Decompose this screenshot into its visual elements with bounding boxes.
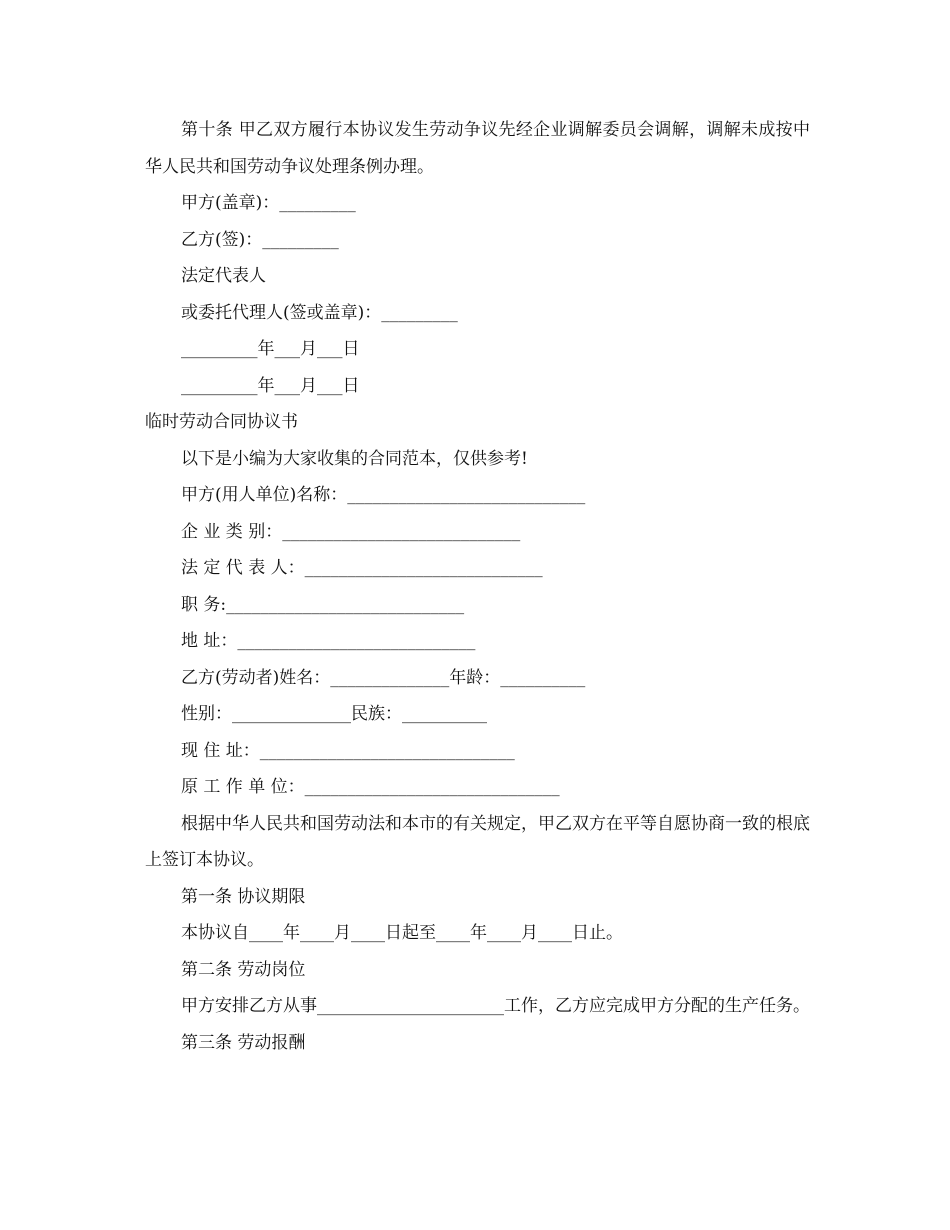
employer-name-field: 甲方(用人单位)名称：____________________________ bbox=[181, 485, 586, 505]
gender-ethnicity-field: 性别：______________民族：__________ bbox=[181, 704, 487, 724]
current-address-field: 现 住 址：______________________________ bbox=[181, 740, 515, 761]
party-a-seal-line: 甲方(盖章)：_________ bbox=[181, 193, 356, 213]
document-body bbox=[145, 112, 810, 1061]
article-2-heading: 第二条 劳动岗位 bbox=[181, 959, 306, 980]
address-field: 地 址：____________________________ bbox=[181, 631, 476, 651]
legal-rep-line: 法定代表人 bbox=[181, 266, 266, 286]
contract-title: 临时劳动合同协议书 bbox=[145, 412, 298, 432]
agent-sign-line: 或委托代理人(签或盖章)：_________ bbox=[181, 302, 458, 323]
position-field: 职 务:____________________________ bbox=[181, 594, 465, 615]
job-paragraph: 甲方安排乙方从事______________________工作，乙方应完成甲方分配的生产任务。 bbox=[181, 996, 810, 1016]
intro-line: 以下是小编为大家收集的合同范本，仅供参考! bbox=[181, 448, 528, 469]
party-b-sign-line: 乙方(签)：_________ bbox=[181, 229, 339, 250]
enterprise-type-field: 企 业 类 别：____________________________ bbox=[181, 521, 521, 542]
legal-representative-field: 法 定 代 表 人：____________________________ bbox=[181, 558, 543, 578]
term-line: 本协议自____年____月____日起至____年____月____日止。 bbox=[181, 923, 623, 943]
article-3-heading: 第三条 劳动报酬 bbox=[181, 1032, 306, 1053]
basis-paragraph: 根据中华人民共和国劳动法和本市的有关规定，甲乙双方在平等自愿协商一致的根底上签订本协议。 bbox=[145, 813, 810, 870]
former-employer-field: 原 工 作 单 位：______________________________ bbox=[181, 777, 560, 797]
date-line-2: _________年___月___日 bbox=[181, 375, 360, 396]
worker-name-age-field: 乙方(劳动者)姓名：______________年龄：__________ bbox=[181, 667, 586, 688]
article-1-heading: 第一条 协议期限 bbox=[181, 886, 306, 907]
date-line-1: _________年___月___日 bbox=[181, 339, 360, 359]
article-10-paragraph: 第十条 甲乙双方履行本协议发生劳动争议先经企业调解委员会调解，调解未成按中华人民共和国劳动争议处理条例办理。 bbox=[145, 120, 810, 177]
